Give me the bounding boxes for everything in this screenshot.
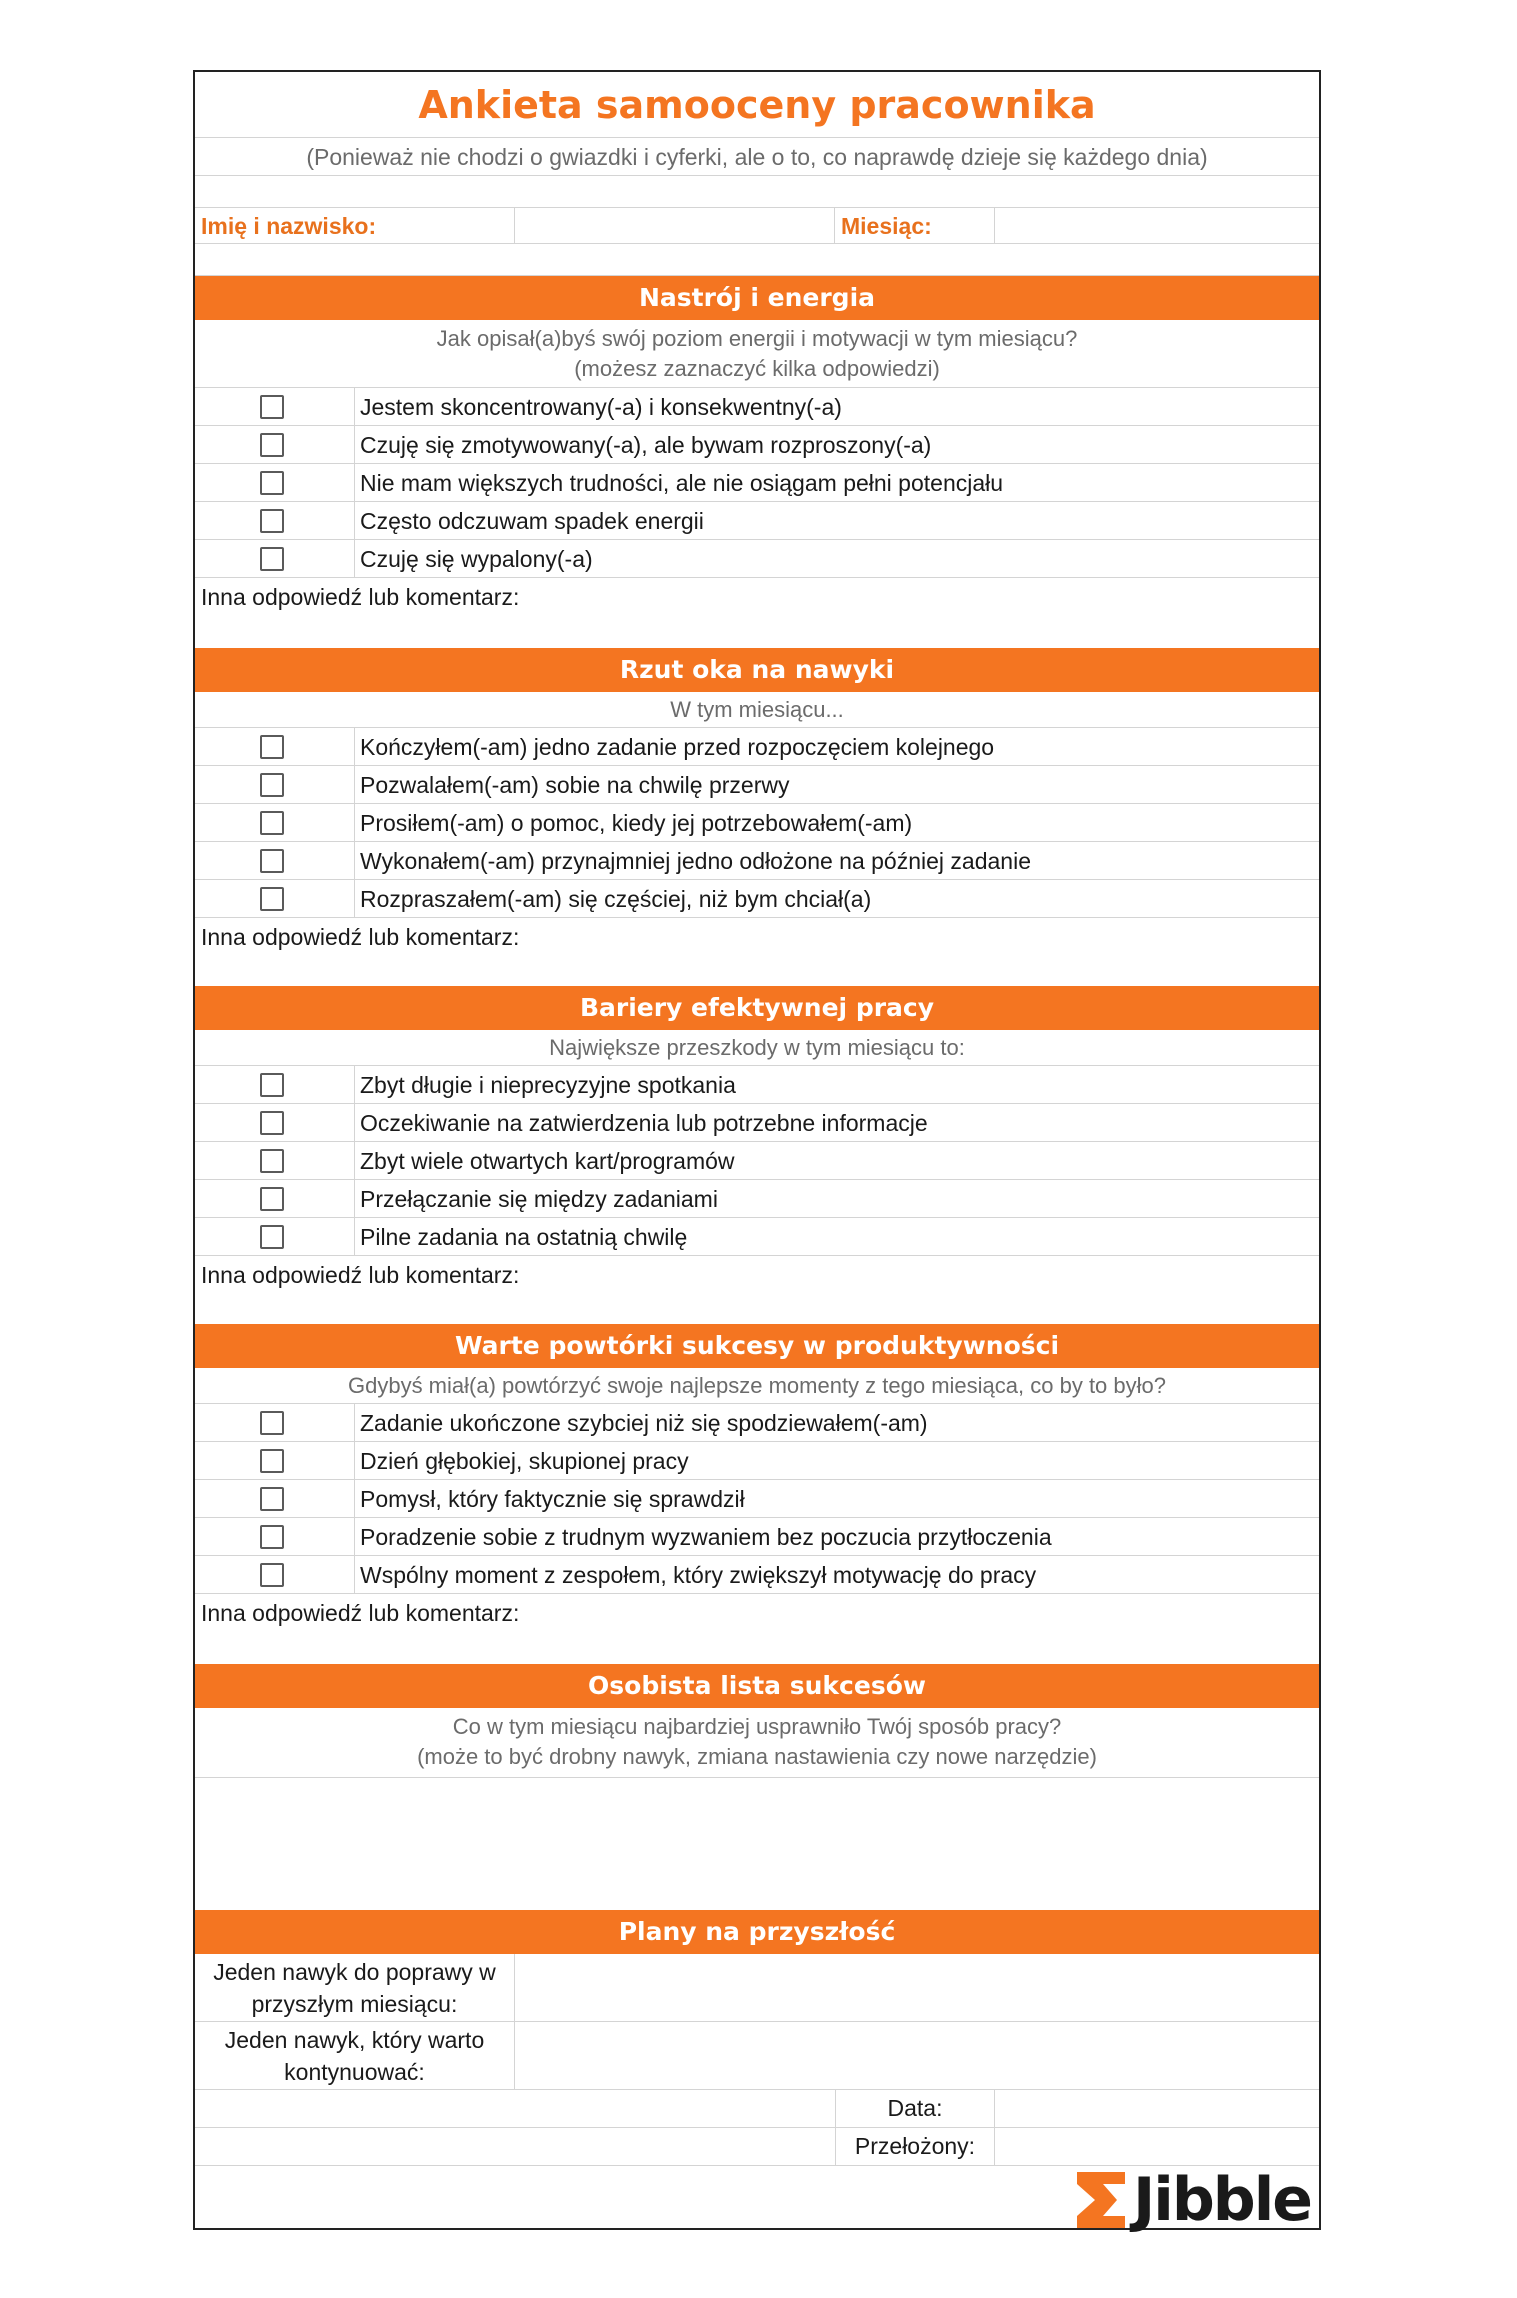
plan-label-line: przyszłym miesiącu: bbox=[251, 1991, 458, 2017]
section-header-barriers: Bariery efektywnej pracy bbox=[195, 986, 1319, 1030]
checkbox[interactable] bbox=[260, 735, 284, 759]
plan-field-improve[interactable] bbox=[515, 1954, 1319, 2021]
supervisor-label: Przełożony: bbox=[835, 2128, 995, 2165]
checkbox-option bbox=[195, 1218, 1319, 1256]
question-line: W tym miesiącu... bbox=[670, 697, 844, 722]
supervisor-field[interactable] bbox=[995, 2128, 1319, 2165]
plan-row-continue bbox=[195, 2022, 1319, 2090]
checkbox[interactable] bbox=[260, 1073, 284, 1097]
survey-sheet bbox=[193, 70, 1321, 2235]
option-label: Kończyłem(-am) jedno zadanie przed rozpoczęciem kolejnego bbox=[360, 734, 995, 760]
checkbox[interactable] bbox=[260, 1411, 284, 1435]
date-label: Data: bbox=[835, 2090, 995, 2127]
checkbox-option bbox=[195, 1518, 1319, 1556]
checkbox-option bbox=[195, 540, 1319, 578]
spacer-row bbox=[195, 176, 1319, 208]
checkbox[interactable] bbox=[260, 1111, 284, 1135]
checkbox[interactable] bbox=[260, 433, 284, 457]
checkbox[interactable] bbox=[260, 811, 284, 835]
page-title: Ankieta samooceny pracownika bbox=[195, 72, 1319, 138]
option-label: Wykonałem(-am) przynajmniej jedno odłożone na później zadanie bbox=[360, 848, 1031, 874]
option-label: Czuję się zmotywowany(-a), ale bywam rozproszony(-a) bbox=[360, 432, 932, 458]
option-label: Dzień głębokiej, skupionej pracy bbox=[360, 1448, 689, 1474]
date-row bbox=[195, 2090, 1319, 2128]
checkbox-option bbox=[195, 1404, 1319, 1442]
checkbox-option bbox=[195, 1142, 1319, 1180]
section-header-habits: Rzut oka na nawyki bbox=[195, 648, 1319, 692]
checkbox[interactable] bbox=[260, 1487, 284, 1511]
checkbox-option bbox=[195, 1066, 1319, 1104]
option-label: Zbyt długie i nieprecyzyjne spotkania bbox=[360, 1072, 736, 1098]
plan-label-line: Jeden nawyk do poprawy w bbox=[213, 1959, 496, 1985]
page-subtitle: (Ponieważ nie chodzi o gwiazdki i cyferki, ale o to, co naprawdę dzieje się każdego dnia) bbox=[195, 138, 1319, 176]
checkbox[interactable] bbox=[260, 773, 284, 797]
checkbox-option bbox=[195, 804, 1319, 842]
option-label: Wspólny moment z zespołem, który zwiększył motywację do pracy bbox=[360, 1562, 1037, 1588]
employee-info-row bbox=[195, 208, 1319, 244]
checkbox-option bbox=[195, 1442, 1319, 1480]
jibble-logo bbox=[1073, 2165, 1311, 2235]
option-label: Pozwalałem(-am) sobie na chwilę przerwy bbox=[360, 772, 790, 798]
checkbox-option bbox=[195, 728, 1319, 766]
checkbox[interactable] bbox=[260, 1563, 284, 1587]
checkbox[interactable] bbox=[260, 887, 284, 911]
section-question bbox=[195, 1030, 1319, 1066]
option-label: Prosiłem(-am) o pomoc, kiedy jej potrzebowałem(-am) bbox=[360, 810, 913, 836]
checkbox-option bbox=[195, 1104, 1319, 1142]
jibble-logo-icon bbox=[1073, 2170, 1129, 2230]
checkbox[interactable] bbox=[260, 1225, 284, 1249]
checkbox[interactable] bbox=[260, 547, 284, 571]
option-label: Oczekiwanie na zatwierdzenia lub potrzebne informacje bbox=[360, 1110, 928, 1136]
option-label: Przełączanie się między zadaniami bbox=[360, 1186, 718, 1212]
checkbox-option bbox=[195, 1480, 1319, 1518]
checkbox-option bbox=[195, 464, 1319, 502]
option-label: Nie mam większych trudności, ale nie osiągam pełni potencjału bbox=[360, 470, 1004, 496]
plan-label-continue bbox=[195, 2022, 515, 2089]
option-label: Często odczuwam spadek energii bbox=[360, 508, 704, 534]
checkbox[interactable] bbox=[260, 395, 284, 419]
question-line: (możesz zaznaczyć kilka odpowiedzi) bbox=[574, 356, 940, 381]
month-field[interactable] bbox=[995, 208, 1319, 243]
checkbox[interactable] bbox=[260, 849, 284, 873]
plan-label-line: kontynuować: bbox=[284, 2059, 425, 2085]
jibble-logo-text: Jibble bbox=[1132, 2165, 1311, 2235]
option-label: Pilne zadania na ostatnią chwilę bbox=[360, 1224, 688, 1250]
question-line: Jak opisał(a)byś swój poziom energii i motywacji w tym miesiącu? bbox=[436, 326, 1078, 351]
comment-field[interactable]: Inna odpowiedź lub komentarz: bbox=[201, 1262, 520, 1288]
comment-field[interactable]: Inna odpowiedź lub komentarz: bbox=[201, 1600, 520, 1626]
checkbox-option bbox=[195, 880, 1319, 918]
checkbox[interactable] bbox=[260, 471, 284, 495]
comment-field[interactable]: Inna odpowiedź lub komentarz: bbox=[201, 584, 520, 610]
plan-row-improve bbox=[195, 1954, 1319, 2022]
section-header-plans: Plany na przyszłość bbox=[195, 1910, 1319, 1954]
spacer-row bbox=[195, 244, 1319, 276]
question-line: Największe przeszkody w tym miesiącu to: bbox=[549, 1035, 965, 1060]
section-question bbox=[195, 692, 1319, 728]
section-header-successes: Warte powtórki sukcesy w produktywności bbox=[195, 1324, 1319, 1368]
plan-label-line: Jeden nawyk, który warto bbox=[224, 2027, 485, 2053]
option-label: Pomysł, który faktycznie się sprawdził bbox=[360, 1486, 745, 1512]
plan-field-continue[interactable] bbox=[515, 2022, 1319, 2089]
checkbox[interactable] bbox=[260, 1449, 284, 1473]
question-line: Gdybyś miał(a) powtórzyć swoje najlepsze momenty z tego miesiąca, co by to było? bbox=[347, 1373, 1166, 1398]
option-label: Zadanie ukończone szybciej niż się spodziewałem(-am) bbox=[360, 1410, 928, 1436]
checkbox[interactable] bbox=[260, 1187, 284, 1211]
option-label: Jestem skoncentrowany(-a) i konsekwentny(-a) bbox=[360, 394, 842, 420]
section-header-success-list: Osobista lista sukcesów bbox=[195, 1664, 1319, 1708]
option-label: Poradzenie sobie z trudnym wyzwaniem bez poczucia przytłoczenia bbox=[360, 1524, 1052, 1550]
question-line: (może to być drobny nawyk, zmiana nastawienia czy nowe narzędzie) bbox=[417, 1744, 1097, 1769]
supervisor-row bbox=[195, 2128, 1319, 2166]
name-field[interactable] bbox=[515, 208, 835, 243]
option-label: Rozpraszałem(-am) się częściej, niż bym chciał(a) bbox=[360, 886, 872, 912]
checkbox-option bbox=[195, 766, 1319, 804]
checkbox-option bbox=[195, 426, 1319, 464]
footer bbox=[195, 2165, 1319, 2235]
checkbox-option bbox=[195, 1180, 1319, 1218]
checkbox-option bbox=[195, 1556, 1319, 1594]
checkbox-option bbox=[195, 502, 1319, 540]
checkbox[interactable] bbox=[260, 1525, 284, 1549]
section-question bbox=[195, 1368, 1319, 1404]
section-question bbox=[195, 320, 1319, 388]
plan-label-improve bbox=[195, 1954, 515, 2021]
option-label: Czuję się wypalony(-a) bbox=[360, 546, 593, 572]
section-question bbox=[195, 1708, 1319, 1778]
date-field[interactable] bbox=[995, 2090, 1319, 2127]
option-label: Zbyt wiele otwartych kart/programów bbox=[360, 1148, 735, 1174]
month-label: Miesiąc: bbox=[835, 208, 995, 243]
success-list-answer-area[interactable] bbox=[195, 1778, 1319, 1910]
checkbox-option bbox=[195, 388, 1319, 426]
section-header-mood: Nastrój i energia bbox=[195, 276, 1319, 320]
name-label: Imię i nazwisko: bbox=[195, 208, 515, 243]
comment-field[interactable]: Inna odpowiedź lub komentarz: bbox=[201, 924, 520, 950]
checkbox-option bbox=[195, 842, 1319, 880]
question-line: Co w tym miesiącu najbardziej usprawniło Twój sposób pracy? bbox=[452, 1714, 1062, 1739]
checkbox[interactable] bbox=[260, 1149, 284, 1173]
checkbox[interactable] bbox=[260, 509, 284, 533]
